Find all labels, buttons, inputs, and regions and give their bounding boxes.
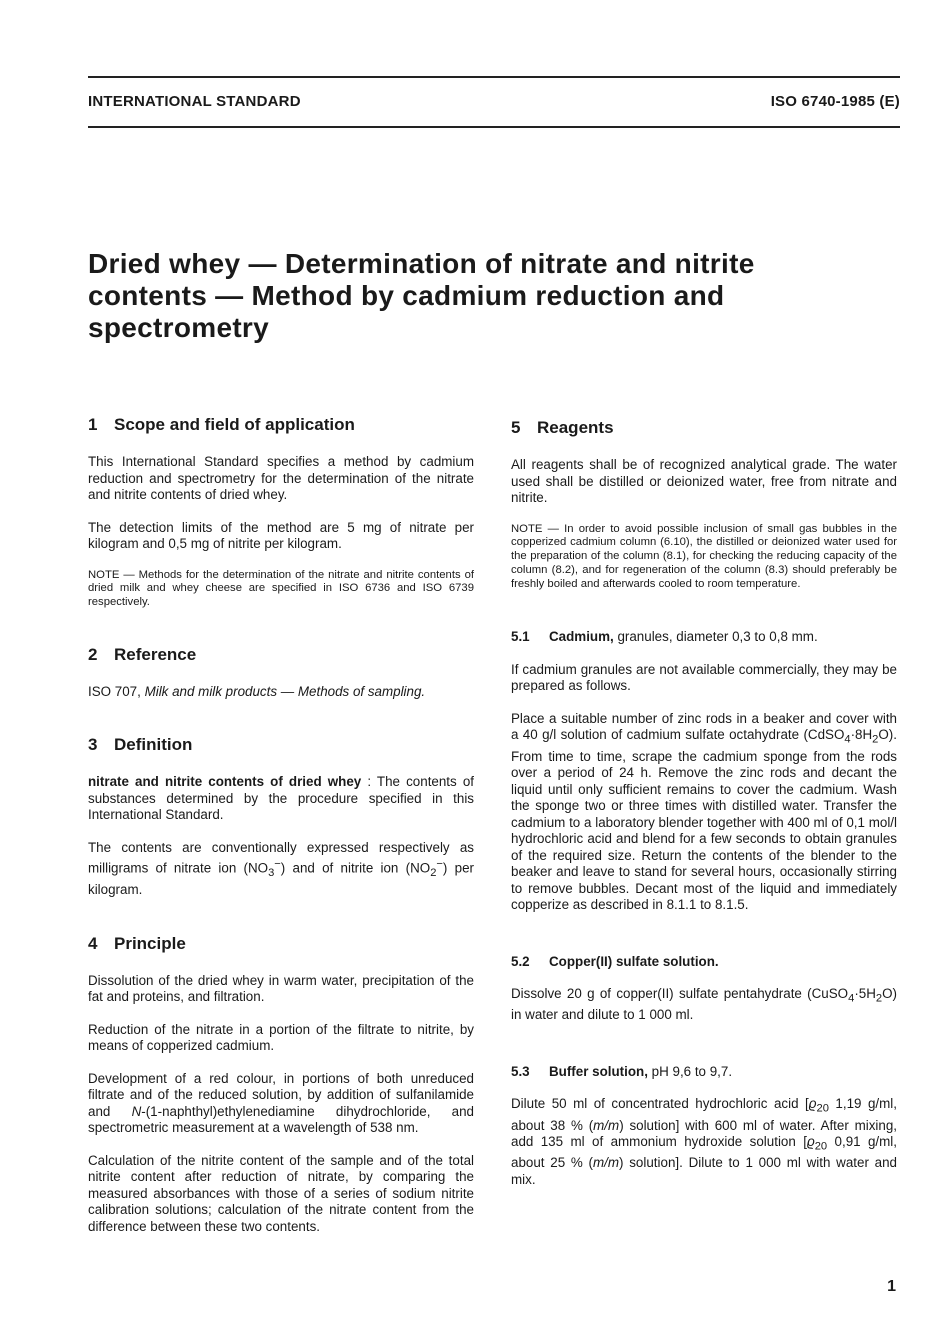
top-rule (88, 76, 900, 78)
definition-text: : The contents of substances determined by the procedure specified in this International Standard. (88, 774, 474, 823)
paragraph: Dissolution of the dried whey in warm water, precipitation of the fat and proteins, and filtration. (88, 972, 474, 1005)
paragraph: All reagents shall be of recognized analytical grade. The water used shall be distilled or deionized water, free from nitrate and nitrite. (511, 457, 897, 505)
subscript: 2 (875, 992, 883, 1005)
text: ) and of nitrite ion (NO (280, 860, 431, 876)
subsection-heading (511, 1064, 897, 1081)
text: 1,19 g/ml, about 38 % ( (511, 1096, 897, 1133)
italic-text: m/m (593, 1117, 620, 1133)
page-number: 1 (887, 1278, 896, 1295)
section-title: Reagents (537, 418, 614, 437)
subsection-cadmium (511, 629, 897, 913)
section-title: Reference (114, 644, 197, 664)
text: ) per kilogram. (88, 860, 474, 898)
note: NOTE — Methods for the determination of the nitrate and nitrite contents of dried milk and whey cheese are specified in ISO 6736 and ISO 6739 respectively. (88, 568, 474, 609)
header-bottom-rule (88, 126, 900, 128)
text: -(1-naphthyl)ethylenediamine dihydrochloride, and spectrometric measurement at a wavelength of 538 nm. (88, 1103, 475, 1136)
superscript: − (274, 858, 281, 871)
section-number: 1 (88, 415, 98, 434)
left-column (88, 414, 474, 1251)
defined-term: nitrate and nitrite contents of dried whey (88, 774, 362, 790)
text: O) in water and dilute to 1 000 ml. (511, 986, 897, 1023)
text: granules, diameter 0,3 to 0,8 mm. (613, 629, 818, 645)
density-symbol: ϱ (806, 1134, 815, 1149)
subsection-number: 5.1 (511, 629, 530, 645)
text: ·8H (850, 727, 873, 743)
section-principle (88, 933, 474, 1236)
definition (88, 774, 474, 824)
text: The contents are conventionally expressed respectively as milligrams of nitrate ion (NO (88, 839, 474, 876)
text: Dissolve 20 g of copper(II) sulfate pentahydrate (CuSO (511, 986, 849, 1002)
section-heading (511, 417, 897, 439)
text: ) solution]. Dilute to 1 000 ml with water and mix. (511, 1155, 897, 1187)
subscript: 20 (816, 1103, 829, 1115)
subsection-title: Copper(II) sulfate solution. (549, 953, 719, 969)
section-number: 3 (88, 735, 98, 755)
superscript: − (436, 858, 443, 871)
subscript: 4 (844, 734, 851, 747)
section-title: Definition (114, 735, 193, 755)
paragraph (88, 840, 474, 899)
page-title: Dried whey — Determination of nitrate and nitrite contents — Method by cadmium reduction and spectrometry (88, 248, 755, 343)
subsection-title: Cadmium, (549, 629, 614, 645)
subsection-heading (511, 629, 897, 646)
paragraph: This International Standard specifies a method by cadmium reduction and spectrometry for the determination of the nitrate and nitrite contents of dried whey. (88, 454, 474, 502)
section-number: 5 (511, 418, 521, 437)
reference-title: Milk and milk products — Methods of sampling. (144, 683, 426, 699)
header-document-id: ISO 6740-1985 (E) (770, 93, 900, 110)
text: Place a suitable number of zinc rods in a beaker and cover with a 40 g/l solution of cadmium sulfate octahydrate (CdSO (511, 710, 897, 743)
paragraph (88, 1071, 474, 1137)
section-reagents (511, 417, 897, 591)
italic-text: N (131, 1103, 142, 1119)
italic-text: m/m (593, 1155, 620, 1171)
text: Development of a red colour, in portions of both unreduced filtrate and of the reduced solution, by addition of sulfanilamide and (88, 1070, 474, 1119)
subsection-number: 5.3 (511, 1063, 530, 1079)
section-title: Principle (114, 933, 186, 953)
subscript: 20 (814, 1140, 828, 1153)
paragraph (511, 1096, 897, 1188)
right-column (511, 417, 897, 1204)
section-number: 4 (88, 933, 98, 953)
paragraph: Calculation of the nitrite content of the sample and of the total nitrite content after reduction of nitrate, by comparing the measured absorbances with those of a series of sodium nitrite calibration solutions; calculation of the nitrate content from the difference between these two contents. (88, 1152, 474, 1234)
section-heading (88, 734, 474, 756)
section-definition (88, 734, 474, 898)
note: NOTE — In order to avoid possible inclusion of small gas bubbles in the copperized cadmium column (6.10), the distilled or deionized water used for the preparation of the column (8.1), for checking the reducing capacity of the column (8.2), and for regeneration of the column (8.3) should preferably be freshly boiled and afterwards cooled to room temperature. (511, 522, 897, 590)
paragraph: If cadmium granules are not available commercially, they may be prepared as follows. (511, 661, 897, 694)
subsection-heading (511, 954, 897, 971)
header-standard-label: INTERNATIONAL STANDARD (88, 93, 301, 110)
text: pH 9,6 to 9,7. (647, 1063, 733, 1079)
text: ) solution] with 600 ml of water. After mixing, add 135 ml of ammonium hydroxide solution [ (511, 1117, 897, 1149)
subsection-copper-sulfate (511, 954, 897, 1024)
text: ·5H (854, 986, 876, 1002)
text: O). From time to time, scrape the cadmium sponge from the rods over a period of 24 h. Remove the zinc rods and decant the liquid until only sufficient remains to cover the cadmium. Wash the sponge two or three times with distilled water. Transfer the cadmium to a laboratory blender together with 400 ml of 0,1 mol/l hydrochloric acid and blend for a few seconds to obtain granules of the required size. Return the contents of the blender to the beaker and leave to stand for several hours, occasionally stirring to remove bubbles. Decant most of the liquid and immediately copperize as described in 8.1.1 to 8.1.5. (511, 727, 897, 913)
section-heading (88, 933, 474, 955)
subscript: 4 (848, 992, 855, 1005)
text: Dilute 50 ml of concentrated hydrochloric acid [ (511, 1096, 809, 1112)
subsection-title: Buffer solution, (549, 1063, 648, 1079)
paragraph: Reduction of the nitrate in a portion of the filtrate to nitrite, by means of copperized cadmium. (88, 1021, 474, 1054)
section-number: 2 (88, 644, 98, 664)
reference-number: ISO 707, (88, 683, 145, 699)
section-scope (88, 414, 474, 610)
text: 0,91 g/ml, about 25 % ( (511, 1134, 897, 1171)
reference-entry (88, 684, 474, 701)
subsection-buffer (511, 1064, 897, 1188)
subscript: 2 (872, 734, 879, 747)
paragraph: The detection limits of the method are 5 mg of nitrate per kilogram and 0,5 mg of nitrite per kilogram. (88, 519, 474, 551)
subsection-number: 5.2 (511, 953, 530, 969)
subscript: 3 (268, 867, 275, 880)
paragraph (511, 986, 897, 1024)
section-heading (88, 644, 474, 666)
section-heading (88, 414, 474, 436)
density-symbol: ϱ (808, 1096, 817, 1112)
section-reference (88, 644, 474, 701)
paragraph (511, 711, 897, 914)
subscript: 2 (430, 867, 437, 880)
section-title: Scope and field of application (114, 415, 355, 434)
